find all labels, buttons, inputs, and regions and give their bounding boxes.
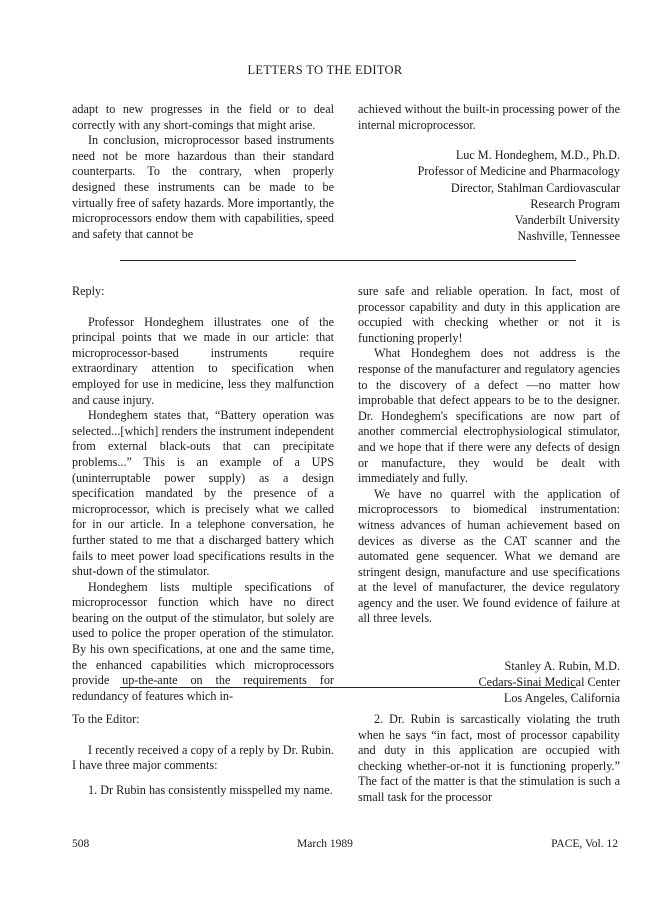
paragraph: sure safe and reliable operation. In fact, most of processor capability and duty in this application are occupied with checking whether or not it is functioning properly! bbox=[358, 284, 620, 345]
paragraph: What Hondeghem does not address is the response of the manufacturer and regulatory agencies to the discovery of a defect —no matter how improbable that defect appears to be to the designer. Dr. Hondeghem's specifications are now part of another commercial electrophysiological stimulator, and we hope that if there were any defects of design or manufacture, they would be dealt with immediately and fully. bbox=[358, 346, 620, 486]
paragraph: 2. Dr. Rubin is sarcastically violating the truth when he says “in fact, most of processor capability and duty in this application are occupied with checking whether-or-not it is functioning properly.” The fact of the matter is that the stimulation is such a small task for the processor bbox=[358, 712, 620, 804]
signature-hondeghem bbox=[358, 147, 620, 244]
running-head: LETTERS TO THE EDITOR bbox=[247, 63, 403, 77]
signature-line: Los Angeles, California bbox=[503, 691, 620, 706]
reply-heading: Reply: bbox=[72, 284, 105, 298]
letter1-right-column bbox=[358, 102, 620, 244]
paragraph: adapt to new progresses in the field or to deal correctly with any short-comings that might arise. bbox=[72, 102, 334, 132]
reply-right-column bbox=[358, 284, 620, 707]
paragraph: I recently received a copy of a reply by Dr. Rubin. I have three major comments: bbox=[72, 742, 334, 773]
letter3-right-column bbox=[358, 712, 620, 806]
signature-line: Cedars-Sinai Medical Center bbox=[478, 675, 620, 690]
signature-line: Professor of Medicine and Pharmacology bbox=[417, 164, 620, 179]
signature-line: Research Program bbox=[530, 196, 620, 211]
paragraph: In conclusion, microprocessor based instruments need not be more hazardous than their standard counterparts. To the contrary, when properly designed these instruments can be made to be virtually free of safety hazards. More importantly, the microprocessors endow them with capabilities, speed and safety that cannot be bbox=[72, 133, 334, 241]
journal-volume: PACE, Vol. 12 bbox=[551, 838, 618, 850]
page-number: 508 bbox=[72, 838, 90, 850]
signature-line: Stanley A. Rubin, M.D. bbox=[504, 659, 620, 674]
signature-line: Director, Stahlman Cardiovascular bbox=[450, 180, 620, 195]
paragraph: We have no quarrel with the application of microprocessors to biomedical instrumentation: witness advances of human achievement based on devices as diverse as the CAT scanner and the automated gene sequencer. What we demand are stringent design, manufacture and use specifications at the level of manufacturer, the device regulatory agency and the user. We found evidence of failure at all three levels. bbox=[358, 486, 620, 626]
signature-line: Luc M. Hondeghem, M.D., Ph.D. bbox=[455, 148, 620, 163]
section-divider bbox=[120, 687, 576, 688]
paragraph: Professor Hondeghem illustrates one of the principal points that we made in our article: that microprocessor-based instruments require extraordinary attention to specification when employed for use in medicine, less they malfunction and cause injury. bbox=[72, 314, 334, 407]
paragraph: Hondeghem lists multiple specifications of microprocessor function which have no direct bearing on the output of the stimulator, but solely are used to police the proper operation of the stimulator. By his own specifications, at one and the same time, the enhanced capabilities which microprocessors provide up-the-ante on the requirements for redundancy of features which in- bbox=[72, 579, 334, 703]
issue-date: March 1989 bbox=[297, 838, 353, 850]
paragraph: 1. Dr Rubin has consistently misspelled my name. bbox=[88, 782, 333, 797]
signature-line: Nashville, Tennessee bbox=[517, 229, 620, 244]
letter1-left-column bbox=[72, 102, 334, 242]
section-divider bbox=[120, 260, 576, 261]
signature-rubin bbox=[358, 658, 620, 707]
paragraph: Hondeghem states that, “Battery operation was selected...[which] renders the instrument independent from external black-outs that can precipitate problems...” This is an example of a UPS (uninterruptable power supply) as a design specification mandated by the presence of a microprocessor, which is precisely what we called for in our article. In a telephone conversation, he further stated to me that a discharged battery which fails to meet power load specifications results in the shut-down of the stimulator. bbox=[72, 408, 334, 579]
salutation: To the Editor: bbox=[72, 712, 140, 726]
signature-line: Vanderbilt University bbox=[514, 213, 620, 227]
paragraph: achieved without the built-in processing power of the internal microprocessor. bbox=[358, 102, 620, 132]
letter3-left-column bbox=[72, 712, 334, 798]
reply-left-column bbox=[72, 284, 334, 704]
